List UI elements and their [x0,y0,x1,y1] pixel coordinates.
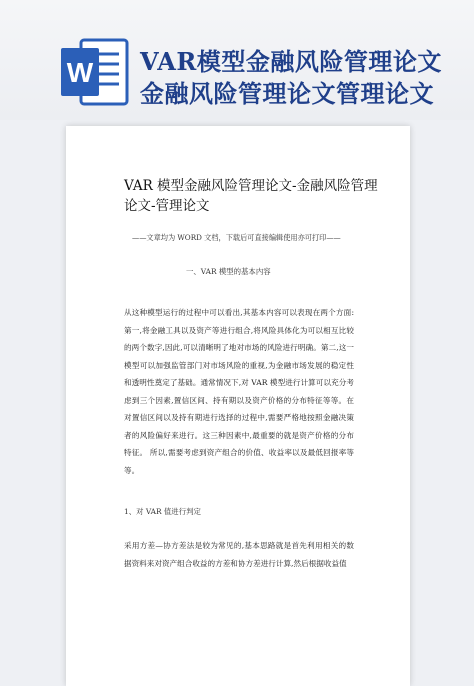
document-page [66,126,410,686]
paragraph-1: 从这种模型运行的过程中可以看出,其基本内容可以表现在两个方面:第一,将金融工具以及资产等进行组合,将风险具体化为可以相互比较的两个数字,因此,可以清晰明了地对市场的风险进行明确。第二,这一模型可以加强监管部门对市场风险的重视,为金融市场发展的稳定性和透明性奠定了基础。通常情况下,对 VAR 模型进行计算可以充分考虑到三个因素,置信区间、持有期以及资产价格的分布特征等等。在对置信区间以及持有期进行选择的过程中,需要严格地按照金融决策者的风险偏好来进行。这三种因素中,最重要的就是资产价格的分布特征。 所以,需要考虑到资产组合的价值、收益率以及最低回报率等等。 [124,308,354,475]
subheading: 1、对 VAR 值进行判定 [124,507,201,516]
section-heading: 一、VAR 模型的基本内容 [186,267,271,276]
banner-title-line2: 金融风险管理论文管理论文 [140,79,434,108]
paragraph-2: 采用方差—协方差法是较为常见的,基本思路就是首先利用相关的数据资料来对资产组合收益的方差和协方差进行计算,然后根据收益值 [124,541,354,568]
word-icon-letter: W [66,57,94,88]
document-title: VAR 模型金融风险管理论文-金融风险管理论文-管理论文 [124,178,378,214]
banner-title-line1: VAR模型金融风险管理论文 [140,47,442,76]
word-document-icon [59,36,131,108]
header-banner [0,0,474,120]
document-note: ——文章均为 WORD 文档，下载后可直接编辑使用亦可打印—— [132,233,341,242]
